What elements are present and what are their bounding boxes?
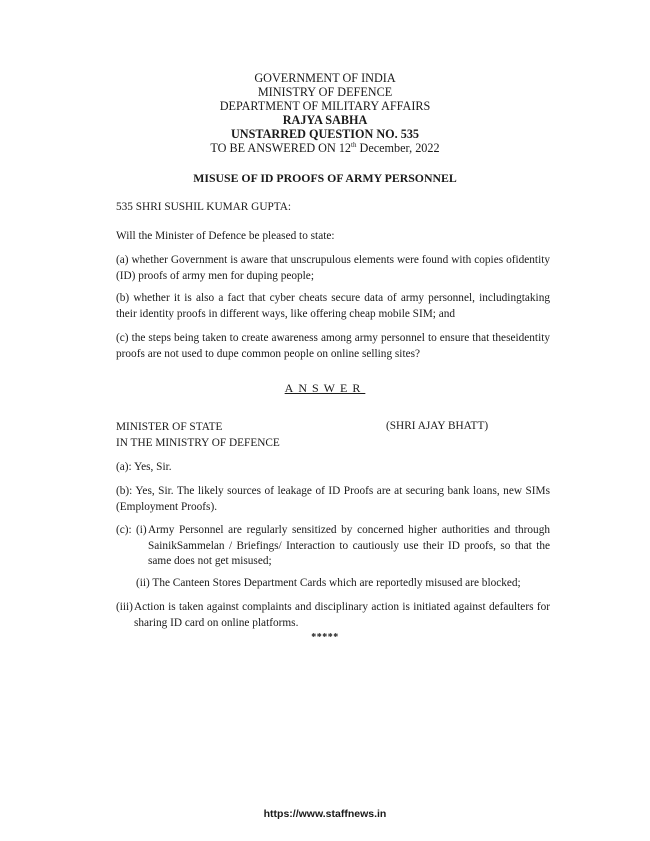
intro-line: Will the Minister of Defence be pleased to state: <box>116 230 335 242</box>
answer-c-iii-label: (iii) <box>116 601 133 613</box>
answer-c-ii: (ii) The Canteen Stores Department Cards which are reportedly misused are blocked; <box>136 577 521 589</box>
date-prefix: TO BE ANSWERED ON 12 <box>210 141 352 155</box>
answer-heading: ANSWER <box>284 381 366 395</box>
question-b: (b) whether it is also a fact that cyber cheats secure data of army personnel, includingtaking their identity proofs in different ways, like offering cheap mobile SIM; and <box>116 292 550 320</box>
header-question-number: UNSTARRED QUESTION NO. 535 <box>230 127 420 141</box>
header-department: DEPARTMENT OF MILITARY AFFAIRS <box>219 99 431 113</box>
header-ministry: MINISTRY OF DEFENCE <box>257 85 393 99</box>
answer-c-iii: Action is taken against complaints and disciplinary action is initiated against defaulters for sharing ID card on online platforms. <box>134 601 550 629</box>
minister-title-line1: MINISTER OF STATE <box>116 421 223 433</box>
header-answer-date <box>0 141 650 155</box>
end-mark: ***** <box>311 632 339 643</box>
footer-url: https://www.staffnews.in <box>263 808 387 820</box>
answer-c-i-label: (i) <box>136 524 147 536</box>
minister-name: (SHRI AJAY BHATT) <box>386 420 489 432</box>
answer-a: (a): Yes, Sir. <box>116 461 172 473</box>
answer-c-i: Army Personnel are regularly sensitized by concerned higher authorities and through SainikSammelan / Briefings/ Interaction to cautiously use their ID proofs, so that the same does not get misused; <box>148 524 550 567</box>
minister-title-line2: IN THE MINISTRY OF DEFENCE <box>116 436 280 449</box>
asker-line: 535 SHRI SUSHIL KUMAR GUPTA: <box>116 201 292 213</box>
date-superscript: th <box>351 140 357 149</box>
minister-title <box>116 420 280 451</box>
header-government: GOVERNMENT OF INDIA <box>254 71 396 85</box>
answer-b: (b): Yes, Sir. The likely sources of leakage of ID Proofs are at securing bank loans, new SIMs (Employment Proofs). <box>116 485 550 513</box>
question-subject: MISUSE OF ID PROOFS OF ARMY PERSONNEL <box>193 171 457 185</box>
question-c: (c) the steps being taken to create awareness among army personnel to ensure that theseidentity proofs are not used to dupe common people on online selling sites? <box>116 332 550 360</box>
header-house: RAJYA SABHA <box>282 113 368 127</box>
question-a: (a) whether Government is aware that unscrupulous elements were found with copies ofidentity (ID) proofs of army men for duping people; <box>116 254 550 282</box>
answer-c-label: (c): <box>116 524 132 536</box>
date-suffix: December, 2022 <box>356 141 440 155</box>
